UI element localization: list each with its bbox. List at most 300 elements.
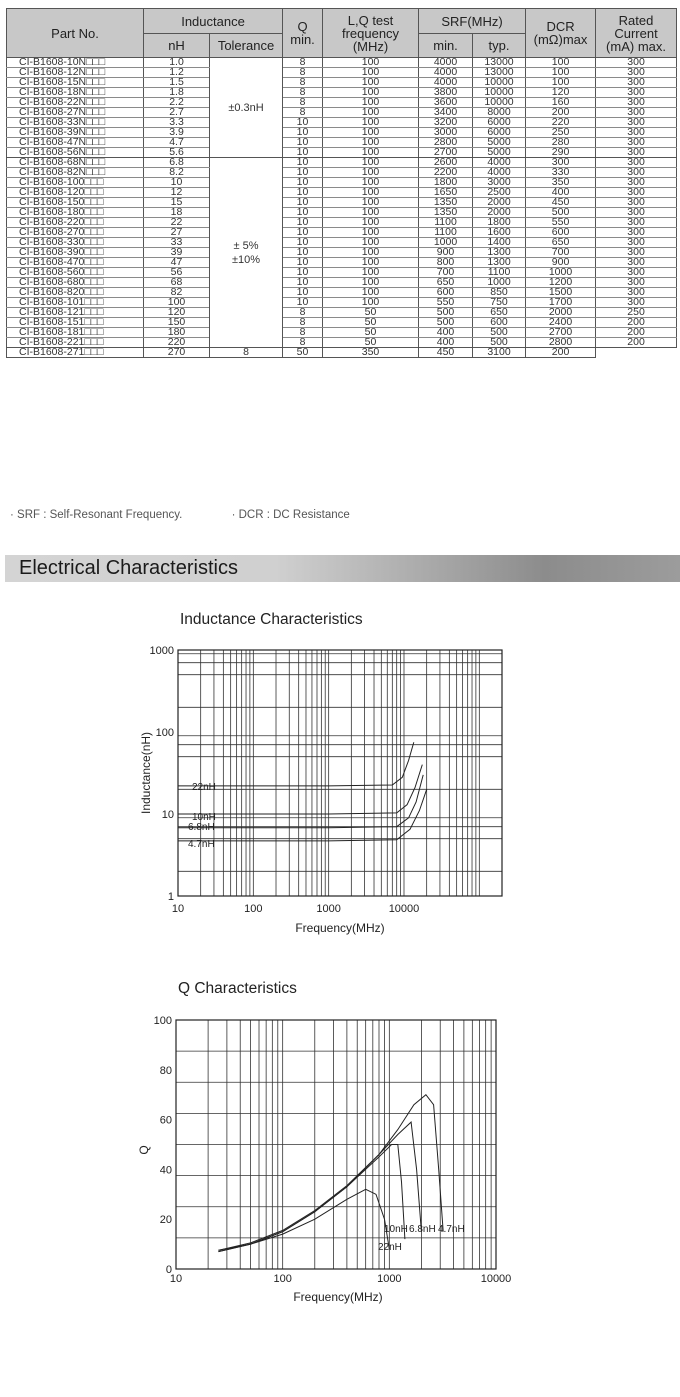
cell-test-frequency: 100 (323, 108, 419, 118)
cell-srf-min: 1100 (419, 228, 473, 238)
cell-srf-min: 3400 (419, 108, 473, 118)
series-label: 6.8nH (188, 822, 215, 833)
x-tick-label: 10 (169, 1273, 183, 1285)
cell-srf-min: 600 (419, 288, 473, 298)
cell-test-frequency: 100 (323, 228, 419, 238)
cell-q-min: 10 (283, 238, 323, 248)
cell-srf-typ: 500 (473, 328, 526, 338)
cell-srf-typ: 6000 (473, 118, 526, 128)
cell-test-frequency: 100 (323, 188, 419, 198)
cell-q-min: 10 (283, 228, 323, 238)
cell-rated-current: 300 (596, 118, 677, 128)
cell-test-frequency: 100 (323, 198, 419, 208)
table-row (7, 178, 677, 188)
cell-inductance-nh: 27 (144, 228, 210, 238)
cell-rated-current: 300 (596, 148, 677, 158)
cell-rated-current: 200 (596, 328, 677, 338)
y-tick-label: 40 (159, 1164, 172, 1177)
cell-part-no: CI-B1608-820□□□ (7, 288, 144, 298)
cell-srf-min: 1800 (419, 178, 473, 188)
table-row (7, 298, 677, 308)
cell-dcr: 550 (526, 218, 596, 228)
cell-dcr: 160 (526, 98, 596, 108)
cell-part-no: CI-B1608-22N□□□ (7, 98, 144, 108)
cell-dcr: 500 (526, 208, 596, 218)
cell-part-no: CI-B1608-120□□□ (7, 188, 144, 198)
cell-srf-typ: 10000 (473, 98, 526, 108)
table-row (7, 108, 677, 118)
cell-inductance-nh: 33 (144, 238, 210, 248)
table-row (7, 98, 677, 108)
x-tick-label: 10000 (388, 903, 420, 915)
cell-inductance-nh: 150 (144, 318, 210, 328)
cell-srf-typ: 850 (473, 288, 526, 298)
table-row (7, 68, 677, 78)
cell-q-min: 10 (283, 218, 323, 228)
cell-srf-min: 1350 (419, 208, 473, 218)
series-label: 10nH (192, 812, 216, 823)
table-row (7, 158, 677, 168)
cell-dcr: 1000 (526, 268, 596, 278)
cell-srf-min: 1000 (419, 238, 473, 248)
cell-srf-min: 400 (419, 328, 473, 338)
cell-rated-current: 300 (596, 178, 677, 188)
cell-srf-min: 550 (419, 298, 473, 308)
cell-test-frequency: 100 (323, 78, 419, 88)
cell-rated-current: 300 (596, 188, 677, 198)
cell-rated-current: 300 (596, 138, 677, 148)
cell-srf-typ: 1600 (473, 228, 526, 238)
table-row (7, 188, 677, 198)
cell-rated-current: 300 (596, 218, 677, 228)
cell-test-frequency: 50 (323, 318, 419, 328)
y-tick-label: 1 (167, 891, 174, 903)
series-label: 10nH (384, 1224, 408, 1235)
cell-inductance-nh: 18 (144, 208, 210, 218)
cell-q-min: 10 (283, 208, 323, 218)
tolerance-line: ± 5% (233, 239, 259, 252)
series-label: 4.7nH (188, 839, 215, 850)
y-tick-label: 80 (159, 1064, 172, 1077)
cell-srf-min: 900 (419, 248, 473, 258)
cell-rated-current: 300 (596, 68, 677, 78)
cell-part-no: CI-B1608-151□□□ (7, 318, 144, 328)
cell-srf-typ: 600 (473, 318, 526, 328)
cell-srf-typ: 650 (473, 308, 526, 318)
header-rated-current: Rated Current (mA) max. (596, 9, 677, 58)
y-axis-label: Q (137, 1145, 151, 1155)
cell-rated-current: 300 (596, 58, 677, 68)
cell-dcr: 300 (526, 158, 596, 168)
table-row (7, 278, 677, 288)
cell-part-no: CI-B1608-39N□□□ (7, 128, 144, 138)
x-axis-label: Frequency(MHz) (293, 1290, 383, 1304)
cell-inductance-nh: 5.6 (144, 148, 210, 158)
cell-srf-typ: 4000 (473, 158, 526, 168)
cell-q-min: 8 (283, 88, 323, 98)
cell-test-frequency: 100 (323, 298, 419, 308)
cell-dcr: 100 (526, 58, 596, 68)
series-label: 4.7nH (438, 1224, 465, 1235)
table-row (7, 218, 677, 228)
cell-part-no: CI-B1608-330□□□ (7, 238, 144, 248)
cell-inductance-nh: 10 (144, 178, 210, 188)
footnotes (10, 509, 396, 521)
cell-rated-current: 300 (596, 258, 677, 268)
x-tick-label: 10 (171, 903, 185, 915)
cell-q-min: 10 (283, 248, 323, 258)
table-row (7, 138, 677, 148)
cell-rated-current: 300 (596, 228, 677, 238)
cell-inductance-nh: 100 (144, 298, 210, 308)
cell-dcr: 120 (526, 88, 596, 98)
cell-srf-typ: 2000 (473, 198, 526, 208)
cell-part-no: CI-B1608-56N□□□ (7, 148, 144, 158)
cell-test-frequency: 100 (323, 128, 419, 138)
cell-dcr: 290 (526, 148, 596, 158)
cell-rated-current: 200 (596, 318, 677, 328)
cell-dcr: 600 (526, 228, 596, 238)
cell-srf-min: 400 (419, 338, 473, 348)
series-line-22nh (218, 1189, 389, 1250)
series-line-22nh (178, 742, 414, 786)
table-row (7, 318, 677, 328)
cell-rated-current: 300 (596, 238, 677, 248)
cell-test-frequency: 50 (323, 328, 419, 338)
cell-q-min: 10 (283, 158, 323, 168)
cell-rated-current: 300 (596, 248, 677, 258)
cell-srf-typ: 450 (419, 348, 473, 358)
cell-test-frequency: 100 (323, 218, 419, 228)
cell-dcr: 220 (526, 118, 596, 128)
x-axis-label: Frequency(MHz) (295, 921, 385, 935)
cell-srf-min: 800 (419, 258, 473, 268)
cell-part-no: CI-B1608-121□□□ (7, 308, 144, 318)
cell-part-no: CI-B1608-15N□□□ (7, 78, 144, 88)
cell-rated-current: 300 (596, 158, 677, 168)
cell-test-frequency: 100 (323, 138, 419, 148)
cell-q-min: 10 (283, 178, 323, 188)
table-row (7, 78, 677, 88)
header-q: Q min. (283, 9, 323, 58)
header-inductance: Inductance (144, 9, 283, 34)
cell-test-frequency: 100 (323, 288, 419, 298)
footnote-dcr: · DCR : DC Resistance (231, 509, 350, 521)
cell-inductance-nh: 56 (144, 268, 210, 278)
cell-srf-typ: 10000 (473, 88, 526, 98)
cell-srf-typ: 3000 (473, 178, 526, 188)
y-tick-label: 20 (159, 1214, 172, 1227)
cell-part-no: CI-B1608-180□□□ (7, 208, 144, 218)
cell-inductance-nh: 1.5 (144, 78, 210, 88)
cell-q-min: 8 (283, 308, 323, 318)
table-row (7, 208, 677, 218)
cell-rated-current: 250 (596, 308, 677, 318)
cell-q-min: 10 (283, 298, 323, 308)
table-row (7, 288, 677, 298)
cell-part-no: CI-B1608-270□□□ (7, 228, 144, 238)
cell-srf-min: 700 (419, 268, 473, 278)
cell-test-frequency: 100 (323, 88, 419, 98)
cell-dcr: 700 (526, 248, 596, 258)
cell-q-min: 8 (283, 108, 323, 118)
cell-srf-min: 3800 (419, 88, 473, 98)
table-row (7, 238, 677, 248)
cell-part-no: CI-B1608-33N□□□ (7, 118, 144, 128)
cell-rated-current: 300 (596, 298, 677, 308)
cell-q-min: 8 (283, 58, 323, 68)
cell-test-frequency: 100 (323, 248, 419, 258)
cell-rated-current: 300 (596, 198, 677, 208)
header-srf: SRF(MHz) (419, 9, 526, 34)
cell-q-min: 10 (283, 258, 323, 268)
cell-dcr: 1500 (526, 288, 596, 298)
cell-srf-typ: 1400 (473, 238, 526, 248)
cell-srf-min: 4000 (419, 58, 473, 68)
cell-dcr: 2700 (526, 328, 596, 338)
y-tick-label: 60 (159, 1114, 172, 1127)
cell-dcr: 1700 (526, 298, 596, 308)
series-label: 6.8nH (409, 1224, 436, 1235)
cell-dcr: 100 (526, 68, 596, 78)
table-row (7, 118, 677, 128)
header-part-no: Part No. (7, 9, 144, 58)
cell-srf-min: 2600 (419, 158, 473, 168)
cell-srf-typ: 1300 (473, 248, 526, 258)
cell-inductance-nh: 1.0 (144, 58, 210, 68)
cell-srf-typ: 2500 (473, 188, 526, 198)
cell-srf-typ: 6000 (473, 128, 526, 138)
cell-part-no: CI-B1608-680□□□ (7, 278, 144, 288)
y-tick-label: 100 (155, 727, 174, 739)
cell-tolerance (210, 58, 283, 158)
cell-test-frequency: 100 (323, 148, 419, 158)
spec-table-body (7, 58, 677, 358)
cell-srf-min: 1100 (419, 218, 473, 228)
cell-srf-min: 500 (419, 308, 473, 318)
cell-part-no: CI-B1608-68N□□□ (7, 158, 144, 168)
table-row (7, 328, 677, 338)
cell-srf-min: 1350 (419, 198, 473, 208)
cell-part-no: CI-B1608-470□□□ (7, 258, 144, 268)
cell-part-no: CI-B1608-10N□□□ (7, 58, 144, 68)
cell-inductance-nh: 4.7 (144, 138, 210, 148)
cell-q-min: 8 (283, 328, 323, 338)
cell-dcr: 350 (526, 178, 596, 188)
cell-dcr: 2400 (526, 318, 596, 328)
cell-srf-typ: 13000 (473, 58, 526, 68)
cell-test-frequency: 50 (323, 308, 419, 318)
cell-rated-current: 300 (596, 278, 677, 288)
table-row (7, 308, 677, 318)
cell-dcr: 2000 (526, 308, 596, 318)
cell-dcr: 1200 (526, 278, 596, 288)
x-tick-label: 1000 (316, 903, 341, 915)
table-row (7, 248, 677, 258)
cell-srf-min: 2700 (419, 148, 473, 158)
inductance-chart-title: Inductance Characteristics (180, 611, 363, 628)
cell-part-no: CI-B1608-47N□□□ (7, 138, 144, 148)
cell-inductance-nh: 220 (144, 338, 210, 348)
cell-part-no: CI-B1608-18N□□□ (7, 88, 144, 98)
cell-inductance-nh: 39 (144, 248, 210, 258)
cell-part-no: CI-B1608-101□□□ (7, 298, 144, 308)
cell-inductance-nh: 2.7 (144, 108, 210, 118)
cell-q-min: 10 (283, 198, 323, 208)
table-row (7, 88, 677, 98)
table-row (7, 148, 677, 158)
cell-srf-typ: 750 (473, 298, 526, 308)
cell-test-frequency: 50 (283, 348, 323, 358)
cell-test-frequency: 100 (323, 158, 419, 168)
cell-rated-current: 200 (596, 338, 677, 348)
cell-test-frequency: 100 (323, 118, 419, 128)
cell-inductance-nh: 180 (144, 328, 210, 338)
table-row (7, 128, 677, 138)
inductance-chart (0, 640, 680, 940)
cell-part-no: CI-B1608-271□□□ (7, 348, 144, 358)
cell-srf-typ: 2000 (473, 208, 526, 218)
tolerance-line: ±0.3nH (228, 101, 264, 114)
cell-q-min: 8 (283, 338, 323, 348)
series-label: 22nH (378, 1242, 402, 1253)
cell-test-frequency: 100 (323, 168, 419, 178)
cell-q-min: 10 (283, 268, 323, 278)
tolerance-line: ±10% (231, 253, 261, 266)
cell-inductance-nh: 120 (144, 308, 210, 318)
y-axis-label: Inductance(nH) (139, 731, 153, 815)
cell-rated-current: 300 (596, 108, 677, 118)
cell-dcr: 330 (526, 168, 596, 178)
y-tick-label: 10 (161, 809, 174, 821)
cell-part-no: CI-B1608-82N□□□ (7, 168, 144, 178)
footnote-srf: · SRF : Self-Resonant Frequency. (10, 509, 183, 521)
y-tick-label: 1000 (149, 645, 174, 657)
cell-srf-min: 650 (419, 278, 473, 288)
table-row (7, 258, 677, 268)
series-label: 22nH (192, 782, 216, 793)
cell-q-min: 8 (283, 318, 323, 328)
cell-dcr: 250 (526, 128, 596, 138)
cell-part-no: CI-B1608-390□□□ (7, 248, 144, 258)
cell-dcr: 280 (526, 138, 596, 148)
cell-inductance-nh: 270 (144, 348, 210, 358)
cell-part-no: CI-B1608-150□□□ (7, 198, 144, 208)
cell-q-min: 10 (283, 188, 323, 198)
cell-srf-typ: 8000 (473, 108, 526, 118)
cell-dcr: 900 (526, 258, 596, 268)
cell-srf-min: 1650 (419, 188, 473, 198)
cell-inductance-nh: 22 (144, 218, 210, 228)
cell-q-min: 10 (283, 168, 323, 178)
cell-q-min: 8 (283, 78, 323, 88)
cell-dcr: 450 (526, 198, 596, 208)
x-tick-label: 100 (273, 1273, 292, 1285)
cell-srf-typ: 10000 (473, 78, 526, 88)
cell-test-frequency: 100 (323, 98, 419, 108)
table-row (7, 268, 677, 278)
cell-srf-min: 4000 (419, 68, 473, 78)
table-row (7, 338, 677, 348)
cell-srf-typ: 5000 (473, 138, 526, 148)
cell-q-min: 10 (283, 148, 323, 158)
header-srf-typ: typ. (473, 34, 526, 58)
table-row (7, 348, 677, 358)
cell-part-no: CI-B1608-221□□□ (7, 338, 144, 348)
cell-inductance-nh: 1.8 (144, 88, 210, 98)
cell-srf-min: 4000 (419, 78, 473, 88)
cell-inductance-nh: 82 (144, 288, 210, 298)
cell-rated-current: 300 (596, 208, 677, 218)
header-dcr: DCR (mΩ)max (526, 9, 596, 58)
cell-q-min: 10 (283, 278, 323, 288)
spec-table (6, 8, 677, 358)
cell-test-frequency: 100 (323, 238, 419, 248)
cell-srf-typ: 1800 (473, 218, 526, 228)
cell-dcr: 3100 (473, 348, 526, 358)
table-row (7, 198, 677, 208)
cell-test-frequency: 50 (323, 338, 419, 348)
cell-test-frequency: 100 (323, 278, 419, 288)
cell-inductance-nh: 68 (144, 278, 210, 288)
table-row (7, 58, 677, 68)
cell-test-frequency: 100 (323, 258, 419, 268)
cell-q-min: 10 (283, 288, 323, 298)
cell-srf-typ: 1000 (473, 278, 526, 288)
cell-tolerance (210, 158, 283, 348)
cell-srf-typ: 5000 (473, 148, 526, 158)
cell-srf-typ: 1100 (473, 268, 526, 278)
cell-rated-current: 300 (596, 268, 677, 278)
cell-inductance-nh: 8.2 (144, 168, 210, 178)
x-tick-label: 100 (244, 903, 263, 915)
cell-srf-min: 500 (419, 318, 473, 328)
table-row (7, 228, 677, 238)
cell-test-frequency: 100 (323, 208, 419, 218)
y-tick-label: 0 (165, 1264, 172, 1276)
cell-rated-current: 300 (596, 128, 677, 138)
cell-dcr: 2800 (526, 338, 596, 348)
cell-q-min: 8 (283, 68, 323, 78)
y-tick-label: 100 (153, 1015, 172, 1027)
q-chart-title: Q Characteristics (178, 980, 297, 997)
cell-part-no: CI-B1608-181□□□ (7, 328, 144, 338)
cell-srf-min: 2200 (419, 168, 473, 178)
cell-q-min: 8 (210, 348, 283, 358)
cell-srf-min: 3200 (419, 118, 473, 128)
cell-inductance-nh: 12 (144, 188, 210, 198)
cell-part-no: CI-B1608-100□□□ (7, 178, 144, 188)
cell-srf-min: 2800 (419, 138, 473, 148)
cell-srf-typ: 13000 (473, 68, 526, 78)
cell-srf-min: 3000 (419, 128, 473, 138)
cell-q-min: 10 (283, 138, 323, 148)
cell-inductance-nh: 3.3 (144, 118, 210, 128)
cell-rated-current: 200 (526, 348, 596, 358)
section-banner (5, 555, 680, 582)
q-chart (0, 1010, 680, 1310)
cell-rated-current: 300 (596, 98, 677, 108)
cell-q-min: 8 (283, 98, 323, 108)
cell-srf-typ: 1300 (473, 258, 526, 268)
cell-inductance-nh: 15 (144, 198, 210, 208)
cell-q-min: 10 (283, 128, 323, 138)
cell-q-min: 10 (283, 118, 323, 128)
cell-rated-current: 300 (596, 88, 677, 98)
cell-dcr: 400 (526, 188, 596, 198)
cell-test-frequency: 100 (323, 68, 419, 78)
cell-part-no: CI-B1608-560□□□ (7, 268, 144, 278)
